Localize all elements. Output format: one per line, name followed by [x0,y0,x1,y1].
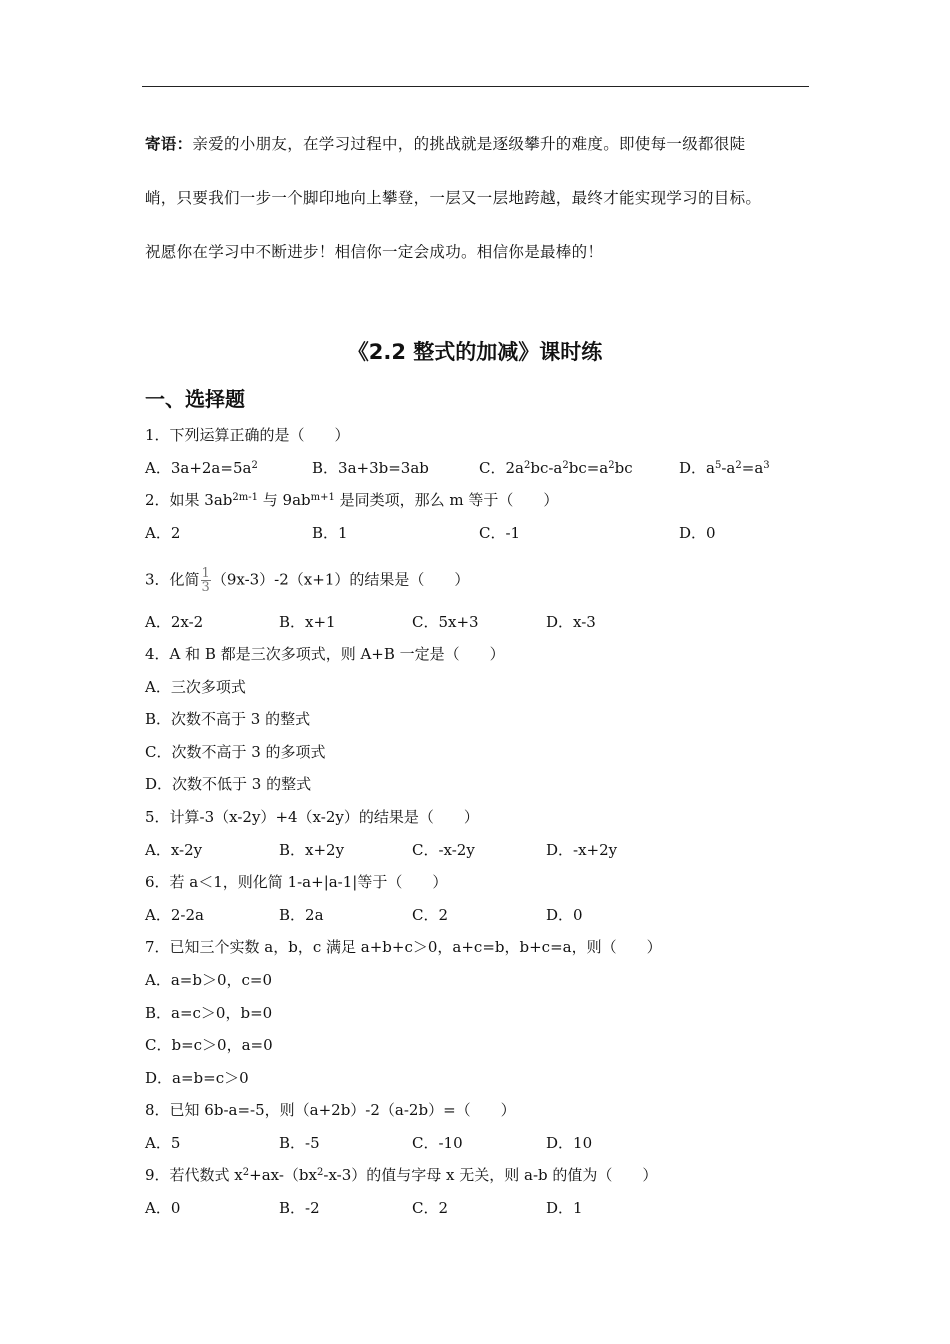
question-7-stem: 7．已知三个实数 a，b，c 满足 a+b+c＞0，a+c=b，b+c=a，则（ ） [145,938,662,956]
q5-option-b: B．x+2y [279,841,345,859]
q8-option-c: C．-10 [412,1134,463,1152]
question-3-stem: 3．化简 $\frac{1}{3}$ （9x-3）-2（x+1）的结果是（ ） [145,566,470,595]
question-8-stem: 8．已知 6b-a=-5，则（a+2b）-2（a-2b）=（ ） [145,1101,516,1119]
intro-label: 寄语： [145,134,193,153]
question-4-stem: 4．A 和 B 都是三次多项式，则 A+B 一定是（ ） [145,645,505,663]
q5-option-d: D．-x+2y [546,841,618,859]
q3-option-a: A．2x-2 [145,613,204,631]
q9-option-b: B．-2 [279,1199,320,1217]
q9-option-c: C．2 [412,1199,449,1217]
q1-option-c: C．$2a^2bc-a^2bc=a^2bc$ [479,459,633,477]
q7-option-b: B．a=c＞0，b=0 [145,1004,273,1022]
question-2-stem: 2．如果 $3ab^{2m-1}$ 与 $9ab^{m+1}$ 是同类项，那么 m 等于（ ） [145,491,559,509]
q4-option-a: A．三次多项式 [145,678,246,696]
intro-line-1: 寄语：亲爱的小朋友，在学习过程中，的挑战就是逐级攀升的难度。即使每一级都很陡 [145,134,746,153]
question-6-stem: 6．若 a＜1，则化简 1-a+|a-1|等于（ ） [145,873,448,891]
q6-option-a: A．2-2a [145,906,204,924]
intro-line-3: 祝愿你在学习中不断进步！相信你一定会成功。相信你是最棒的！ [145,243,604,261]
fraction-one-third: $\frac{1}{3}$ [201,566,210,595]
q6-option-c: C．2 [412,906,449,924]
q1-option-a: A．$3a+2a=5a^2$ [145,459,258,477]
q3-option-b: B．x+1 [279,613,336,631]
section-heading: 一、选择题 [145,387,245,411]
q4-option-b: B．次数不高于 3 的整式 [145,710,311,728]
q4-option-d: D．次数不低于 3 的整式 [145,775,312,793]
question-5-stem: 5．计算-3（x-2y）+4（x-2y）的结果是（ ） [145,808,479,826]
q6-option-d: D．0 [546,906,583,924]
q1-option-b: B．3a+3b=3ab [312,459,429,477]
q6-option-b: B．2a [279,906,324,924]
q8-option-d: D．10 [546,1134,593,1152]
q2-option-d: D．0 [679,524,716,542]
q9-option-a: A．0 [145,1199,181,1217]
q7-option-a: A．a=b＞0，c=0 [145,971,273,989]
q9-option-d: D．1 [546,1199,583,1217]
q5-option-a: A．x-2y [145,841,203,859]
q7-option-d: D．a=b=c＞0 [145,1069,249,1087]
q8-option-b: B．-5 [279,1134,320,1152]
page-title: 《2.2 整式的加减》课时练 [347,340,603,364]
q3-option-d: D．x-3 [546,613,596,631]
q3-option-c: C．5x+3 [412,613,479,631]
q2-option-c: C．-1 [479,524,521,542]
header-rule [142,86,809,87]
q5-option-c: C．-x-2y [412,841,475,859]
q2-option-a: A．2 [145,524,181,542]
question-9-stem: 9．若代数式 $x^2+ax-(bx^2-x-3)$的值与字母 x 无关，则 a-b 的值为（ ） [145,1166,658,1184]
q4-option-c: C．次数不高于 3 的多项式 [145,743,326,761]
q1-option-d: D．$a^5-a^2=a^3$ [679,459,770,477]
intro-line-2: 峭，只要我们一步一个脚印地向上攀登，一层又一层地跨越，最终才能实现学习的目标。 [145,189,762,207]
q2-option-b: B．1 [312,524,348,542]
question-1-stem: 1．下列运算正确的是（ ） [145,426,350,444]
q8-option-a: A．5 [145,1134,181,1152]
q7-option-c: C．b=c＞0，a=0 [145,1036,273,1054]
